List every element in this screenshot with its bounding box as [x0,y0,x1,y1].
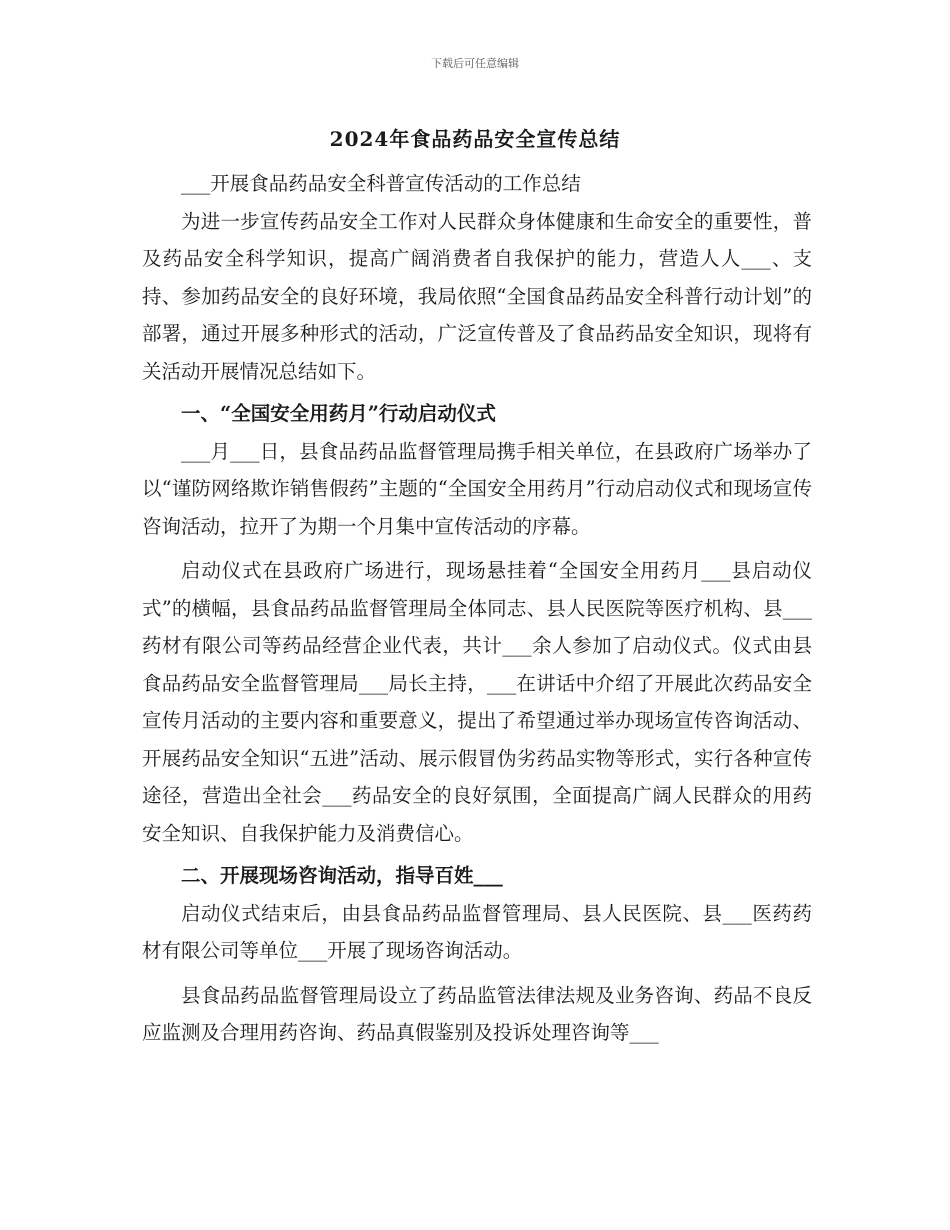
header-note: 下载后可任意编辑 [431,57,519,70]
document-subtitle: ___开展食品药品安全科普宣传活动的工作总结 [181,172,581,195]
section-heading-2: 二、开展现场咨询活动，指导百姓___ [181,864,503,887]
paragraph-intro: 为进一步宣传药品安全工作对人民群众身体健康和生命安全的重要性，普及药品安全科学知识，提高广阔消费者自我保护的能力，营造人人___、支持、参加药品安全的良好环境，我局依照“全国食品药品安全科普行动计划”的部署，通过开展多种形式的活动，广泛宣传普及了食品药品安全知识，现将有关活动开展情况总结如下。 [142,209,812,383]
paragraph-launch-date: ___月___日，县食品药品监督管理局携手相关单位，在县政府广场举办了以“谨防网络欺诈销售假药”主题的“全国安全用药月”行动启动仪式和现场宣传咨询活动，拉开了为期一个月集中宣传活动的序幕。 [142,439,812,538]
paragraph-consultation: 启动仪式结束后，由县食品药品监督管理局、县人民医院、县___医药药材有限公司等单位___开展了现场咨询活动。 [142,901,812,962]
paragraph-bureau-desks: 县食品药品监督管理局设立了药品监管法律法规及业务咨询、药品不良反应监测及合理用药咨询、药品真假鉴别及投诉处理咨询等___ [142,983,812,1044]
document-body [142,165,812,1052]
paragraph-launch-ceremony: 启动仪式在县政府广场进行，现场悬挂着“全国安全用药月___县启动仪式”的横幅，县食品药品监督管理局全体同志、县人民医院等医疗机构、县___药材有限公司等药品经营企业代表，共计___余人参加了启动仪式。仪式由县食品药品安全监督管理局___局长主持，___在讲话中介绍了开展此次药品安全宣传月活动的主要内容和重要意义，提出了希望通过举办现场宣传咨询活动、开展药品安全知识“五进”活动、展示假冒伪劣药品实物等形式，实行各种宣传途径，营造出全社会___药品安全的良好氛围，全面提高广阔人民群众的用药安全知识、自我保护能力及消费信心。 [142,559,812,845]
document-title: 2024年食品药品安全宣传总结 [329,127,621,151]
section-heading-1: 一、“全国安全用药月”行动启动仪式 [181,402,496,425]
